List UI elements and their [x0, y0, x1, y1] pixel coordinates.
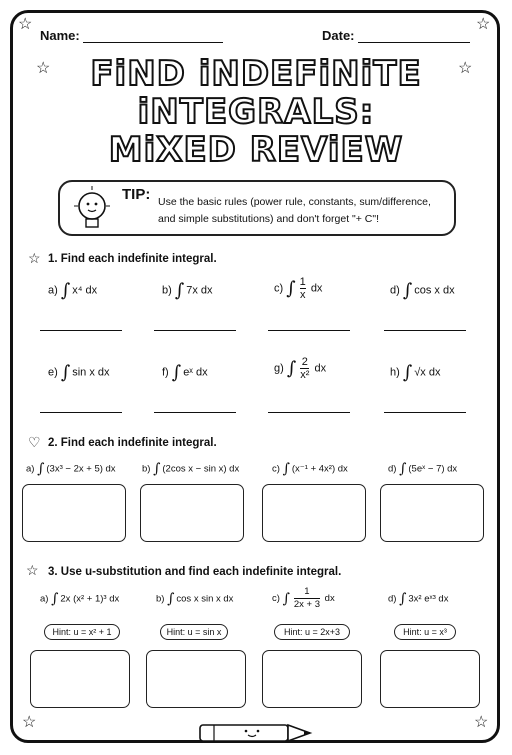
- star-icon: ☆: [476, 16, 491, 33]
- answer-line[interactable]: [154, 330, 236, 331]
- section3-heading: 3. Use u-substitution and find each indefinite integral.: [48, 566, 342, 578]
- problem-1d: d) ∫ cos x dx: [390, 280, 455, 301]
- section1-heading: 1. Find each indefinite integral.: [48, 253, 217, 265]
- problem-2b: b) ∫ (2cos x − sin x) dx: [142, 461, 240, 477]
- hint-badge: Hint: u = x² + 1: [44, 624, 120, 640]
- answer-box[interactable]: [22, 484, 126, 542]
- tip-text: Use the basic rules (power rule, constants, sum/difference, and simple substitutions) and don't forget "+ C"!: [158, 196, 431, 225]
- star-icon: ☆: [458, 60, 473, 77]
- problem-1a: a) ∫ x⁴ dx: [48, 280, 98, 301]
- answer-line[interactable]: [40, 330, 122, 331]
- star-icon: ☆: [474, 714, 489, 731]
- answer-box[interactable]: [262, 484, 366, 542]
- answer-box[interactable]: [30, 650, 130, 708]
- hint-badge: Hint: u = 2x+3: [274, 624, 350, 640]
- date-label: Date:: [322, 28, 355, 43]
- answer-box[interactable]: [262, 650, 362, 708]
- answer-box[interactable]: [140, 484, 244, 542]
- star-icon: ☆: [36, 60, 51, 77]
- title-line-1: FiND iNDEFiNiTE: [90, 54, 422, 94]
- answer-line[interactable]: [384, 330, 466, 331]
- star-icon: ☆: [28, 250, 41, 266]
- hint-badge: Hint: u = x³: [394, 624, 456, 640]
- answer-line[interactable]: [268, 330, 350, 331]
- problem-1h: h) ∫ √x dx: [390, 362, 441, 383]
- problem-1b: b) ∫ 7x dx: [162, 280, 213, 301]
- problem-3d: d) ∫ 3x² eˣ³ dx: [388, 591, 449, 607]
- problem-2d: d) ∫ (5eˣ − 7) dx: [388, 461, 458, 477]
- problem-1f: f) ∫ eˣ dx: [162, 362, 208, 383]
- answer-line[interactable]: [384, 412, 466, 413]
- title-line-2: iNTEGRALS:: [137, 92, 375, 132]
- section2-heading: 2. Find each indefinite integral.: [48, 437, 217, 449]
- answer-line[interactable]: [40, 412, 122, 413]
- problem-2a: a) ∫ (3x³ − 2x + 5) dx: [26, 461, 116, 477]
- date-field[interactable]: [322, 28, 470, 43]
- problem-2c: c) ∫ (x⁻¹ + 4x²) dx: [272, 461, 348, 477]
- problem-1c: c) ∫ $\frac{1}{x}$ dx: [274, 276, 323, 301]
- problem-3c: c) ∫ $\frac{1}{2x + 3}$ dx: [272, 586, 335, 610]
- title-line-3: MiXED REViEW: [108, 130, 404, 170]
- tip-box: [58, 180, 456, 236]
- answer-box[interactable]: [380, 650, 480, 708]
- name-field[interactable]: [40, 28, 223, 43]
- date-line[interactable]: [358, 30, 470, 43]
- answer-line[interactable]: [268, 412, 350, 413]
- lightbulb-icon: [70, 184, 114, 234]
- problem-1g: g) ∫ $\frac{2}{\text{x²}}$ dx: [274, 356, 327, 381]
- problem-1e: e) ∫ sin x dx: [48, 362, 110, 383]
- star-icon: ☆: [18, 16, 33, 33]
- name-line[interactable]: [83, 30, 223, 43]
- heart-icon: ♡: [28, 434, 41, 450]
- answer-line[interactable]: [154, 412, 236, 413]
- problem-3a: a) ∫ 2x (x² + 1)³ dx: [40, 591, 120, 607]
- answer-box[interactable]: [146, 650, 246, 708]
- answer-box[interactable]: [380, 484, 484, 542]
- shooting-star-icon: ☆: [26, 562, 39, 578]
- pencil-icon: [196, 720, 316, 746]
- problem-3b: b) ∫ cos x sin x dx: [156, 591, 234, 607]
- hint-badge: Hint: u = sin x: [160, 624, 228, 640]
- star-icon: ☆: [22, 714, 37, 731]
- tip-label: TIP:: [122, 186, 151, 203]
- name-label: Name:: [40, 28, 80, 43]
